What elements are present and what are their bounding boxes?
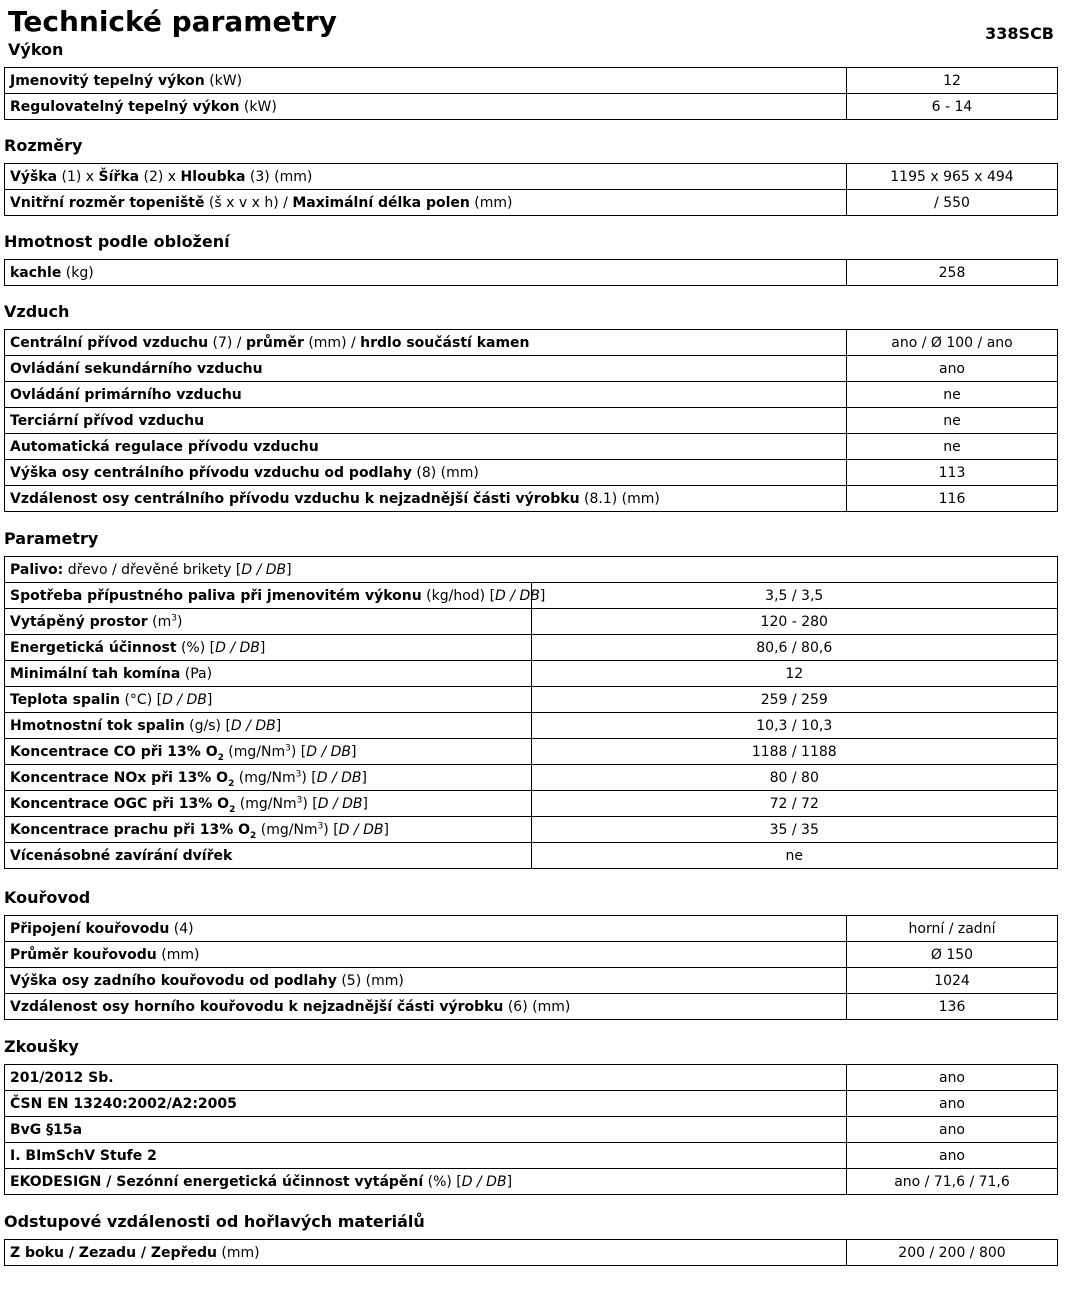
parameter-label [5, 843, 532, 869]
parameter-value: 136 [847, 994, 1058, 1020]
table-row [5, 1065, 1058, 1091]
label-segment: BvG §15a [10, 1121, 83, 1138]
label-segment: Energetická účinnost [10, 639, 177, 656]
section-hmotnost [4, 232, 1058, 286]
label-segment: Výška osy centrálního přívodu vzduchu od podlahy [10, 464, 412, 481]
parameter-value: horní / zadní [847, 916, 1058, 942]
parameter-table [4, 915, 1058, 1020]
parameter-label [5, 260, 847, 286]
label-segment: (6) (mm) [503, 998, 571, 1015]
parameter-label [5, 164, 847, 190]
parameter-value: 12 [847, 68, 1058, 94]
label-segment: Jmenovitý tepelný výkon [10, 72, 205, 89]
label-segment: (5) (mm) [336, 972, 404, 989]
parameter-value: ne [531, 843, 1058, 869]
parameter-label [5, 583, 546, 609]
label-segment: (mg/Nm [256, 821, 318, 838]
label-segment: D / DB [316, 769, 362, 786]
table-row [5, 713, 1058, 739]
table-row [5, 356, 1058, 382]
table-row [5, 687, 1058, 713]
label-segment: průměr [245, 334, 304, 351]
table-row [5, 1143, 1058, 1169]
parameter-label [5, 408, 847, 434]
label-segment: (mg/Nm [235, 795, 297, 812]
label-segment: 3 [171, 612, 177, 623]
label-segment: 3 [285, 742, 291, 753]
table-row [5, 94, 1058, 120]
label-segment: D / DB [317, 795, 363, 812]
label-segment: (kg/hod) [ [421, 587, 496, 604]
table-row [5, 583, 1058, 609]
section-parametry [4, 529, 1058, 869]
label-segment: 3 [295, 768, 302, 779]
parameter-value: 1024 [847, 968, 1058, 994]
label-segment: Regulovatelný tepelný výkon [10, 98, 240, 115]
label-segment: Automatická regulace přívodu vzduchu [10, 438, 319, 455]
parameter-label [5, 635, 532, 661]
table-row [5, 968, 1058, 994]
parameter-table [4, 1239, 1058, 1266]
label-segment: (3) (mm) [245, 168, 313, 185]
label-segment: Vytápěný prostor [10, 613, 148, 630]
label-segment: ] [383, 821, 389, 838]
parameter-value: ano [847, 356, 1058, 382]
table-row [5, 843, 1058, 869]
parameter-label [5, 94, 847, 120]
label-segment: D / DB [495, 587, 540, 604]
parameter-label [5, 916, 847, 942]
parameter-label [5, 1169, 847, 1195]
label-segment: Spotřeba přípustného paliva při jmenovitém výkonu [10, 587, 422, 604]
label-segment: ] [361, 769, 367, 786]
table-row [5, 609, 1058, 635]
parameter-label [5, 713, 532, 739]
label-segment: Koncentrace CO při 13% O [10, 743, 218, 760]
table-row [5, 434, 1058, 460]
label-segment: D / DB [306, 743, 352, 760]
label-segment: ) [ [301, 769, 317, 786]
parameter-label [5, 687, 532, 713]
label-segment: (%) [ [176, 639, 216, 656]
parameter-value: 120 - 280 [531, 609, 1058, 635]
table-row [5, 765, 1058, 791]
table-row [5, 739, 1058, 765]
section-title: Rozměry [4, 136, 83, 155]
parameter-label [5, 190, 847, 216]
parameter-value: ne [847, 408, 1058, 434]
label-segment: Vzdálenost osy horního kouřovodu k nejzadnější části výrobku [10, 998, 504, 1015]
section-title: Odstupové vzdálenosti od hořlavých materiálů [4, 1212, 425, 1231]
parameter-value: ne [847, 434, 1058, 460]
parameter-value: 80 / 80 [531, 765, 1058, 791]
label-segment: (Pa) [180, 665, 213, 682]
table-row [5, 408, 1058, 434]
label-segment: D / DB [162, 691, 207, 708]
label-segment: (mg/Nm [223, 743, 286, 760]
section-kourovod [4, 888, 1058, 1020]
parameter-value: 259 / 259 [531, 687, 1058, 713]
label-segment: (m [147, 613, 172, 630]
label-segment: 2 [250, 830, 257, 841]
parameter-label [5, 1065, 847, 1091]
parameter-label [5, 1117, 847, 1143]
label-segment: D / DB [241, 561, 287, 578]
parameter-label [5, 330, 847, 356]
label-segment: Centrální přívod vzduchu [10, 334, 209, 351]
label-segment: dřevo / dřevěné brikety [ [63, 561, 242, 578]
table-row [5, 791, 1058, 817]
parameter-label [5, 968, 847, 994]
label-segment: (kg) [61, 264, 94, 281]
parameter-value: 12 [531, 661, 1058, 687]
parameter-value: ne [847, 382, 1058, 408]
parameter-label [5, 609, 532, 635]
label-segment: Vícenásobné zavírání dvířek [10, 847, 233, 864]
parameter-value: 10,3 / 10,3 [531, 713, 1058, 739]
label-segment: (4) [169, 920, 194, 937]
section-title: Výkon [8, 40, 64, 59]
label-segment: (8.1) (mm) [579, 490, 660, 507]
label-segment: Teplota spalin [10, 691, 121, 708]
label-segment: 2 [217, 752, 224, 763]
table-row [5, 164, 1058, 190]
label-segment: (1) x [57, 168, 99, 185]
parameter-value: ano [847, 1143, 1058, 1169]
parameter-label [5, 1240, 847, 1266]
parameter-value: ano [847, 1091, 1058, 1117]
table-row [5, 1117, 1058, 1143]
label-segment: (mm) [216, 1244, 260, 1261]
table-row [5, 486, 1058, 512]
section-title: Hmotnost podle obložení [4, 232, 230, 251]
table-row [5, 661, 1058, 687]
table-row [5, 1240, 1058, 1266]
parameter-label [5, 1091, 847, 1117]
section-odstupove [4, 1212, 1058, 1266]
parameter-label [5, 942, 847, 968]
label-segment: Vzdálenost osy centrálního přívodu vzduchu k nejzadnější části výrobku [10, 490, 580, 507]
label-segment: D / DB [215, 639, 260, 656]
label-segment: ] [351, 743, 357, 760]
label-segment: ] [506, 1173, 513, 1190]
section-vzduch [4, 302, 1058, 512]
model-code: 338SCB [985, 24, 1054, 43]
label-segment: (kW) [239, 98, 277, 115]
label-segment: Výška [10, 168, 58, 185]
label-segment: EKODESIGN / Sezónní energetická účinnost vytápění [10, 1173, 424, 1190]
label-segment: Minimální tah komína [10, 665, 181, 682]
table-row [5, 260, 1058, 286]
parameter-value: 258 [847, 260, 1058, 286]
parameter-label [5, 994, 847, 1020]
table-row [5, 817, 1058, 843]
label-segment: Připojení kouřovodu [10, 920, 170, 937]
parameter-table [4, 67, 1058, 120]
parameter-label [5, 765, 532, 791]
parameter-value: 72 / 72 [531, 791, 1058, 817]
parameter-value: ano / Ø 100 / ano [847, 330, 1058, 356]
parameter-table [4, 329, 1058, 512]
table-row [5, 994, 1058, 1020]
label-segment: Vnitřní rozměr topeniště [10, 194, 205, 211]
label-segment: ] [275, 717, 282, 734]
label-segment: kachle [10, 264, 62, 281]
parameter-label [5, 434, 847, 460]
parameter-label [5, 557, 1058, 583]
label-segment: (2) x [139, 168, 181, 185]
parameter-label [5, 486, 847, 512]
label-segment: Koncentrace prachu při 13% O [10, 821, 251, 838]
parameter-value: 113 [847, 460, 1058, 486]
label-segment: D / DB [338, 821, 384, 838]
label-segment: Ovládání primárního vzduchu [10, 386, 242, 403]
label-segment: Hloubka [180, 168, 246, 185]
label-segment: (7) / [208, 334, 246, 351]
parameter-value: ano [847, 1117, 1058, 1143]
label-segment: ] [206, 691, 213, 708]
label-segment: 2 [229, 804, 236, 815]
label-segment: Koncentrace OGC při 13% O [10, 795, 230, 812]
parameter-value: 6 - 14 [847, 94, 1058, 120]
label-segment: I. BImSchV Stufe 2 [10, 1147, 157, 1164]
parameter-value: 1188 / 1188 [531, 739, 1058, 765]
table-row [5, 1091, 1058, 1117]
label-segment: Koncentrace NOx při 13% O [10, 769, 229, 786]
parameter-value: ano / 71,6 / 71,6 [847, 1169, 1058, 1195]
parameter-value: 35 / 35 [531, 817, 1058, 843]
section-title: Parametry [4, 529, 99, 548]
parameter-value: / 550 [847, 190, 1058, 216]
parameter-label [5, 661, 532, 687]
parameter-table [4, 556, 1058, 869]
parameter-label [5, 1143, 847, 1169]
table-row [5, 382, 1058, 408]
label-segment: 201/2012 Sb. [10, 1069, 114, 1086]
section-rozmery [4, 136, 1058, 216]
section-zkousky [4, 1037, 1058, 1195]
label-segment: Ovládání sekundárního vzduchu [10, 360, 263, 377]
label-segment: (mm) [156, 946, 200, 963]
label-segment: ) [ [323, 821, 339, 838]
label-segment: 3 [317, 820, 324, 831]
label-segment: ] [362, 795, 368, 812]
label-segment: 3 [296, 794, 303, 805]
label-segment: Průměr kouřovodu [10, 946, 157, 963]
label-segment: ] [539, 587, 546, 604]
section-title: Vzduch [4, 302, 70, 321]
label-segment: 2 [228, 778, 235, 789]
parameter-label [5, 739, 532, 765]
parameter-label [5, 356, 847, 382]
label-segment: (g/s) [ [184, 717, 231, 734]
label-segment: (%) [ [423, 1173, 462, 1190]
parameter-value: 3,5 / 3,5 [531, 583, 1058, 609]
label-segment: (°C) [ [120, 691, 163, 708]
label-segment: ) [176, 613, 183, 630]
parameter-label [5, 460, 847, 486]
table-row [5, 460, 1058, 486]
label-segment: hrdlo součástí kamen [360, 334, 530, 351]
parameter-value: ano [847, 1065, 1058, 1091]
parameter-label [5, 791, 532, 817]
parameter-value: 1195 x 965 x 494 [847, 164, 1058, 190]
label-segment: Šířka [98, 168, 140, 185]
parameter-table [4, 163, 1058, 216]
parameter-table [4, 1064, 1058, 1195]
label-segment: Z boku / Zezadu / Zepředu [10, 1244, 217, 1261]
table-row [5, 68, 1058, 94]
table-row [5, 942, 1058, 968]
parameter-label [5, 817, 532, 843]
label-segment: (mm) [469, 194, 513, 211]
table-row [5, 1169, 1058, 1195]
table-row [5, 190, 1058, 216]
parameter-table [4, 259, 1058, 286]
table-row [5, 635, 1058, 661]
label-segment: D / DB [461, 1173, 507, 1190]
parameter-value: Ø 150 [847, 942, 1058, 968]
page-title: Technické parametry [8, 5, 337, 38]
parameter-value: 116 [847, 486, 1058, 512]
label-segment: Výška osy zadního kouřovodu od podlahy [10, 972, 337, 989]
label-segment: ) [ [290, 743, 307, 760]
table-row [5, 557, 1058, 583]
parameter-label [5, 68, 847, 94]
label-segment: (mg/Nm [234, 769, 296, 786]
section-title: Kouřovod [4, 888, 91, 907]
label-segment: Terciární přívod vzduchu [10, 412, 205, 429]
label-segment: (8) (mm) [411, 464, 479, 481]
table-row [5, 916, 1058, 942]
label-segment: Hmotnostní tok spalin [10, 717, 185, 734]
label-segment: (š x v x h) / [204, 194, 293, 211]
parameter-value: 200 / 200 / 800 [847, 1240, 1058, 1266]
section-title: Zkoušky [4, 1037, 79, 1056]
label-segment: ČSN EN 13240:2002/A2:2005 [10, 1095, 237, 1112]
parameter-label [5, 382, 847, 408]
section-vykon [4, 40, 1058, 120]
label-segment: (kW) [204, 72, 243, 89]
parameter-value: 80,6 / 80,6 [531, 635, 1058, 661]
label-segment: ] [259, 639, 266, 656]
label-segment: ) [ [302, 795, 318, 812]
table-row [5, 330, 1058, 356]
label-segment: Palivo: [10, 561, 64, 578]
label-segment: D / DB [230, 717, 276, 734]
label-segment: (mm) / [303, 334, 361, 351]
label-segment: Maximální délka polen [292, 194, 470, 211]
label-segment: ] [286, 561, 292, 578]
